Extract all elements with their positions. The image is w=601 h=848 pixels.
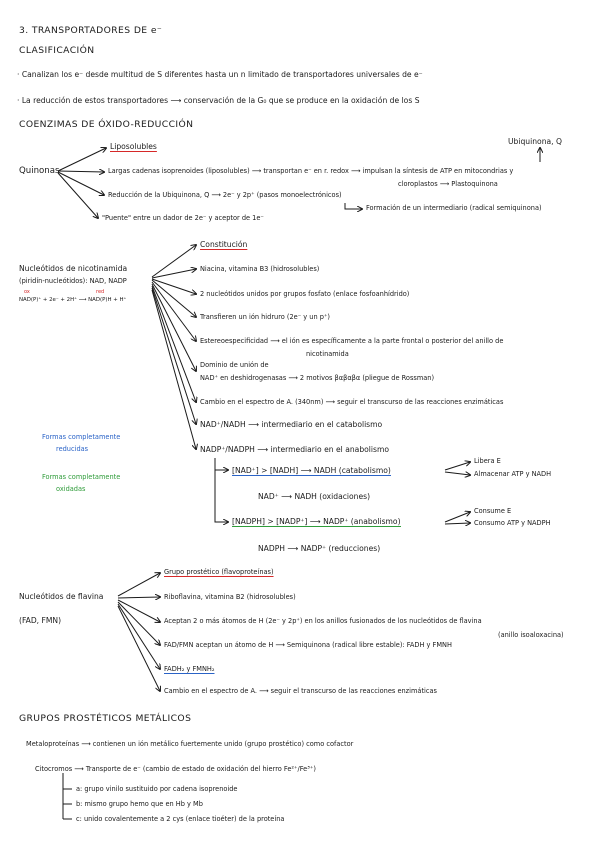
nadp-consume-e: Consume E	[474, 507, 512, 515]
arrow	[152, 286, 196, 402]
arrow	[152, 288, 196, 424]
arrow	[58, 171, 104, 172]
arrow	[215, 458, 228, 470]
arrow	[152, 290, 196, 449]
arrow	[58, 148, 106, 171]
arrow	[118, 597, 160, 598]
nicotinamida-branch-5: Estereoespecificidad ⟶ el ión es específicamente a la parte frontal o posterior del anillo de	[200, 337, 504, 345]
legend-blue-2: reducidas	[56, 445, 89, 453]
arrow	[445, 472, 470, 475]
quinonas-label: Quinonas	[19, 166, 60, 176]
citocromos-line: Citocromos ⟶ Transporte de e⁻ (cambio de estado de oxidación del hierro Fe²⁺/Fe³⁺)	[35, 765, 316, 773]
quinonas-branch-2-line2: cloroplastos ⟶ Plastoquinona	[398, 180, 498, 188]
quinonas-branch-3: Reducción de la Ubiquinona, Q ⟶ 2e⁻ y 2p⁺ (pasos monoelectrónicos)	[108, 191, 342, 199]
metaloproteinas-line: Metaloproteínas ⟶ contienen un ión metálico fuertemente unido (grupo prostético) como cofactor	[26, 740, 354, 748]
nicotinamida-branch-4: Transfieren un ión hidruro (2e⁻ y un p⁺)	[200, 313, 330, 321]
nad-box-line	[232, 467, 391, 475]
quinonas-branch-2: Largas cadenas isoprenoides (liposolubles) ⟶ transportan e⁻ en r. redox ⟶ impulsan la síntesis de ATP en mitocondrias y	[108, 167, 514, 175]
nicotinamida-branch-2: Niacina, vitamina B3 (hidrosolubles)	[200, 265, 320, 273]
metalicos-title: GRUPOS PROSTÉTICOS METÁLICOS	[19, 713, 192, 724]
nicotinamida-branch-6: Dominio de unión de	[200, 361, 269, 369]
arrow	[63, 773, 72, 819]
nad-libera-e: Libera E	[474, 457, 501, 465]
nad-box-text: [NAD⁺] > [NADH] ⟶ NADH (catabolismo)	[232, 466, 391, 475]
arrow	[445, 523, 470, 524]
flavina-branch-3: Aceptan 2 o más átomos de H (2e⁻ y 2p⁺) en los anillos fusionados de los nucleótidos de flavina	[164, 617, 482, 625]
red-label: red	[96, 289, 105, 295]
arrow	[118, 602, 160, 645]
ox-label: ox	[24, 289, 30, 295]
arrow	[118, 573, 160, 596]
coenzimas-title: COENZIMAS DE ÓXIDO-REDUCCIÓN	[19, 119, 194, 130]
nadph-line: NADP⁺/NADPH ⟶ intermediario en el anabolismo	[200, 445, 389, 454]
flavina-branch-6: Cambio en el espectro de A. ⟶ seguir el transcurso de las reacciones enzimáticas	[164, 687, 437, 695]
arrow	[152, 284, 196, 371]
flavina-label-1: Nucleótidos de flavina	[19, 592, 104, 601]
legend-blue-1: Formas completamente	[42, 433, 121, 441]
nadp-box-text: [NADPH] > [NADP⁺] ⟶ NADP⁺ (anabolismo)	[232, 517, 401, 526]
flavina-branch-2: Riboflavina, vitamina B2 (hidrosolubles)	[164, 593, 296, 601]
quinonas-branch-3-sub: Formación de un intermediario (radical semiquinona)	[366, 204, 542, 212]
nicotinamida-branch-7: Cambio en el espectro de A. (340nm) ⟶ seguir el transcurso de las reacciones enzimáticas	[200, 398, 504, 406]
nicotinamida-branch-1: Constitución	[200, 240, 248, 249]
arrow	[58, 172, 104, 195]
nadp-box-line	[232, 518, 401, 526]
section-heading: 3. TRANSPORTADORES DE e⁻	[19, 25, 163, 36]
flavina-branch-5: FADH₂ y FMNH₂	[164, 665, 215, 673]
nadp-reducciones: NADPH ⟶ NADP⁺ (reducciones)	[258, 544, 381, 553]
nadp-consumo: Consumo ATP y NADPH	[474, 519, 551, 527]
quinonas-branch-1: Liposolubles	[110, 142, 157, 151]
clasificacion-title: CLASIFICACIÓN	[19, 45, 95, 56]
arrow	[152, 269, 196, 278]
arrow	[445, 512, 470, 522]
citocromo-a: a: grupo vinilo sustituido por cadena isoprenoide	[76, 785, 238, 793]
quinonas-branch-4: "Puente" entre un dador de 2e⁻ y aceptor de 1e⁻	[102, 214, 264, 222]
flavina-branch-3-sub: (anillo isoaloxacina)	[498, 631, 564, 639]
nad-oxidaciones: NAD⁺ ⟶ NADH (oxidaciones)	[258, 492, 371, 501]
nicotinamida-branch-3: 2 nucleótidos unidos por grupos fosfato (enlace fosfoanhídrido)	[200, 290, 410, 298]
ubiquinona-label: Ubiquinona, Q	[508, 137, 562, 146]
arrow	[58, 173, 98, 218]
arrow	[152, 279, 196, 294]
citocromo-b: b: mismo grupo hemo que en Hb y Mb	[76, 800, 203, 808]
flavina-label-2: (FAD, FMN)	[19, 616, 62, 625]
nadh-line: NAD⁺/NADH ⟶ intermediario en el catabolismo	[200, 420, 383, 429]
clasificacion-bullet-1: · Canalizan los e⁻ desde multitud de S diferentes hasta un n limitado de transportadores universales de e⁻	[17, 70, 423, 79]
nicotinamida-branch-6-line2: NAD⁺ en deshidrogenasas ⟶ 2 motivos βαβαβα (pliegue de Rossman)	[200, 374, 435, 382]
nicotinamida-label-1: Nucleótidos de nicotinamida	[19, 264, 128, 273]
arrow	[215, 460, 228, 522]
nicotinamida-label-2: (piridín-nucleótidos): NAD, NADP	[19, 277, 127, 285]
nad-almacenar: Almacenar ATP y NADH	[474, 470, 552, 478]
citocromo-c: c: unido covalentemente a 2 cys (enlace tioéter) de la proteína	[76, 815, 285, 823]
flavina-branch-1: Grupo prostético (flavoproteínas)	[164, 568, 274, 576]
flavina-branch-4: FAD/FMN aceptan un átomo de H ⟶ Semiquinona (radical libre estable): FADH y FMNH	[164, 641, 452, 649]
clasificacion-bullet-2: · La reducción de estos transportadores ⟶ conservación de la G₀ que se produce en la oxidación de los S	[17, 96, 420, 105]
arrow	[345, 203, 362, 209]
arrow	[118, 604, 160, 669]
arrow	[152, 245, 196, 277]
nicotinamida-branch-5-line2: nicotinamida	[306, 350, 349, 358]
legend-green-2: oxidadas	[56, 485, 86, 493]
nicotinamida-equation: NAD(P)⁺ + 2e⁻ + 2H⁺ ⟶ NAD(P)H + H⁺	[19, 297, 127, 303]
arrow	[445, 462, 470, 470]
legend-green-1: Formas completamente	[42, 473, 121, 481]
